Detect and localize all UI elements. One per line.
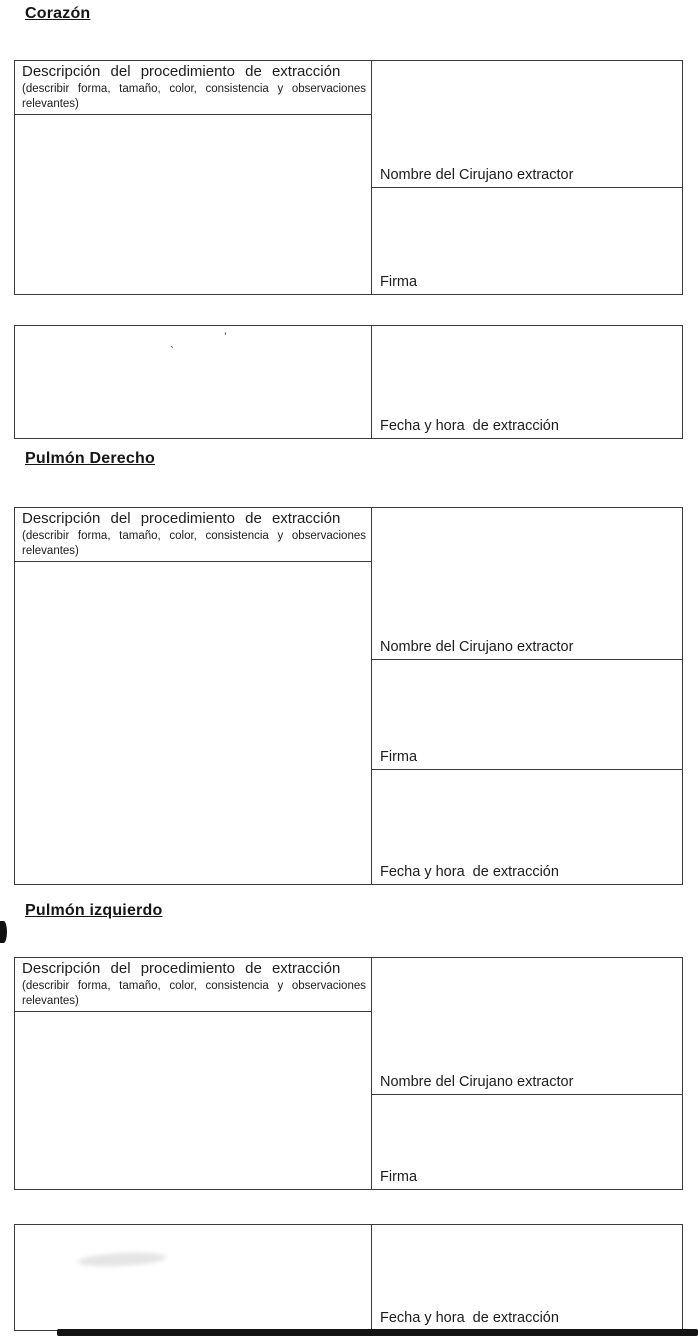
pulmon-derecho-description-header bbox=[15, 508, 371, 562]
pulmon-derecho-description-column bbox=[15, 508, 372, 884]
scan-artifact-grave: ` bbox=[170, 344, 174, 358]
pulmon-derecho-firma-cell bbox=[372, 660, 682, 770]
firma-label: Firma bbox=[380, 1169, 418, 1185]
pulmon-derecho-description-field bbox=[15, 562, 371, 884]
fecha-extraccion-label: Fecha y hora de extracción bbox=[380, 418, 559, 434]
surgeon-name-label: Nombre del Cirujano extractor bbox=[380, 1074, 574, 1090]
pulmon-izquierdo-main-table bbox=[14, 957, 683, 1190]
corazon-signature-column bbox=[372, 61, 682, 294]
description-header-subtitle: (describir forma, tamaño, color, consistencia y observaciones relevantes) bbox=[22, 980, 366, 1007]
corazon-fecha-table bbox=[14, 325, 683, 439]
pulmon-izquierdo-signature-column bbox=[372, 958, 682, 1189]
corazon-surgeon-cell bbox=[372, 61, 682, 188]
corazon-description-field bbox=[15, 115, 371, 294]
firma-label: Firma bbox=[380, 749, 418, 765]
firma-label: Firma bbox=[380, 274, 418, 290]
pulmon-izquierdo-fecha-left-field bbox=[15, 1225, 372, 1330]
pulmon-izquierdo-description-column bbox=[15, 958, 372, 1189]
description-header-subtitle: (describir forma, tamaño, color, consistencia y observaciones relevantes) bbox=[22, 530, 366, 557]
pulmon-derecho-surgeon-cell bbox=[372, 508, 682, 660]
pulmon-izquierdo-fecha-column bbox=[372, 1225, 682, 1330]
surgeon-name-label: Nombre del Cirujano extractor bbox=[380, 639, 574, 655]
section-title-pulmon-izquierdo: Pulmón izquierdo bbox=[25, 902, 163, 919]
section-title-pulmon-derecho: Pulmón Derecho bbox=[25, 450, 155, 467]
pulmon-izquierdo-fecha-cell bbox=[372, 1225, 682, 1330]
description-header-title: Descripción del procedimiento de extracción bbox=[22, 63, 341, 80]
description-header-title: Descripción del procedimiento de extracción bbox=[22, 510, 341, 527]
pulmon-derecho-fecha-cell bbox=[372, 770, 682, 884]
pulmon-izquierdo-fecha-table bbox=[14, 1224, 683, 1331]
scan-edge-mark bbox=[0, 921, 7, 943]
description-header-title: Descripción del procedimiento de extracción bbox=[22, 960, 341, 977]
pulmon-izquierdo-description-field bbox=[15, 1012, 371, 1189]
fecha-extraccion-label: Fecha y hora de extracción bbox=[380, 1310, 559, 1326]
surgeon-name-label: Nombre del Cirujano extractor bbox=[380, 167, 574, 183]
section-title-corazon: Corazón bbox=[25, 5, 91, 22]
corazon-description-header bbox=[15, 61, 371, 115]
description-header-subtitle: (describir forma, tamaño, color, consistencia y observaciones relevantes) bbox=[22, 83, 366, 110]
corazon-fecha-column bbox=[372, 326, 682, 438]
pulmon-derecho-main-table bbox=[14, 507, 683, 885]
scan-bottom-edge bbox=[57, 1329, 698, 1336]
scan-artifact-tick: ’ bbox=[224, 330, 227, 344]
pulmon-izquierdo-description-header bbox=[15, 958, 371, 1012]
corazon-description-column bbox=[15, 61, 372, 294]
corazon-fecha-left-field bbox=[15, 326, 372, 438]
fecha-extraccion-label: Fecha y hora de extracción bbox=[380, 864, 559, 880]
pulmon-izquierdo-firma-cell bbox=[372, 1095, 682, 1189]
pulmon-derecho-signature-column bbox=[372, 508, 682, 884]
corazon-fecha-cell bbox=[372, 326, 682, 438]
pulmon-izquierdo-surgeon-cell bbox=[372, 958, 682, 1095]
corazon-main-table bbox=[14, 60, 683, 295]
corazon-firma-cell bbox=[372, 188, 682, 294]
